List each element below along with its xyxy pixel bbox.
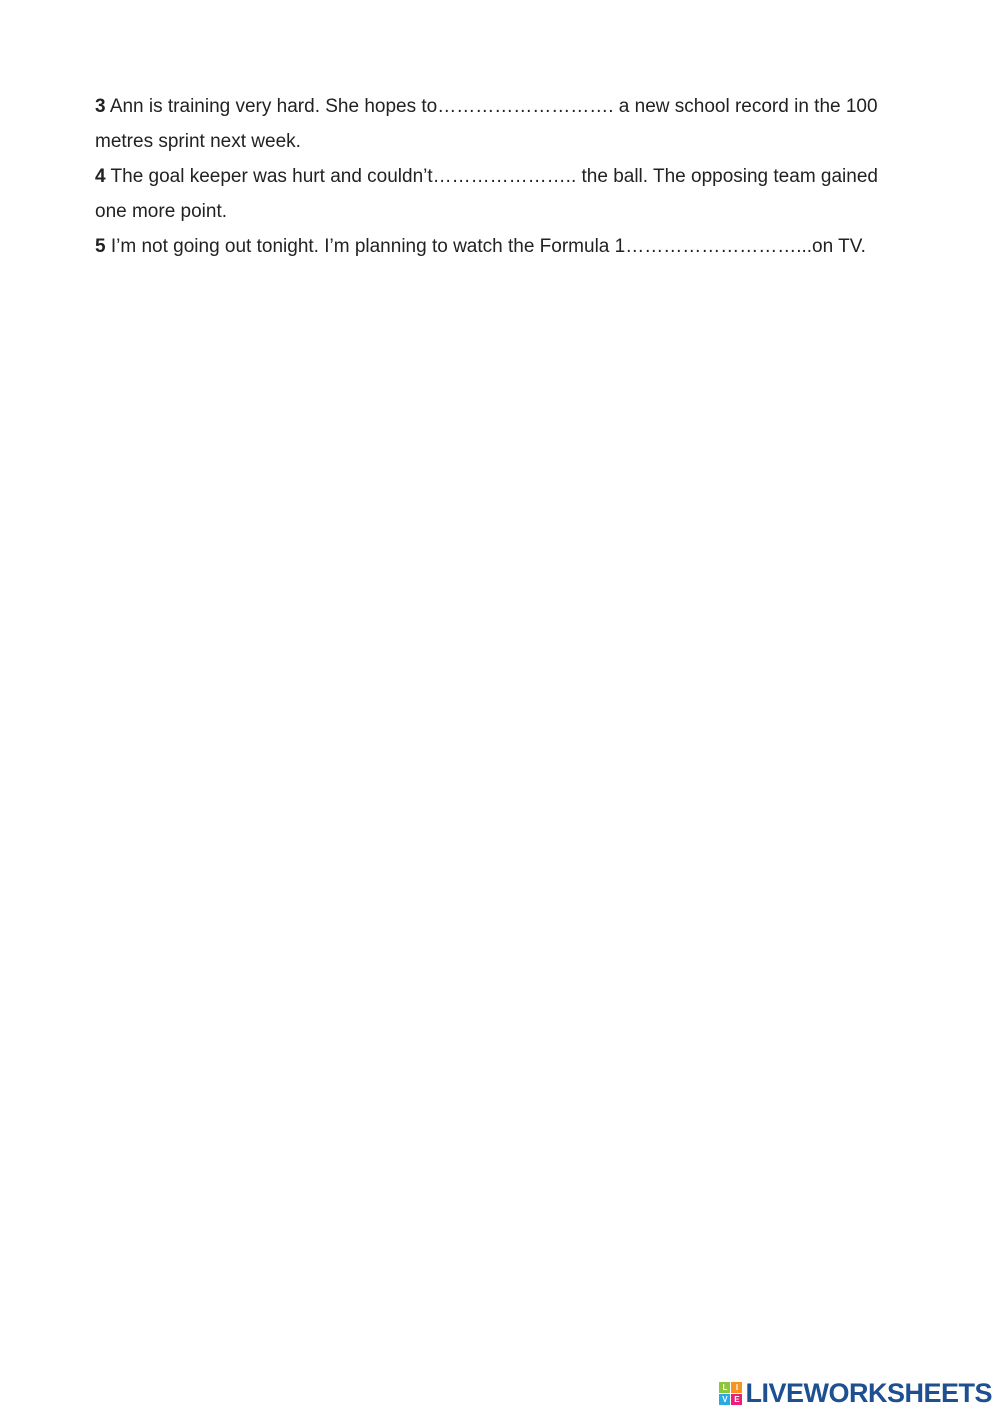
logo-tile: E — [731, 1394, 742, 1405]
exercise-item-3 — [95, 89, 895, 159]
logo-tile: V — [719, 1394, 730, 1405]
item-text: The goal keeper was hurt and couldn’t………………….. the ball. The opposing team gained one more point. — [95, 166, 878, 222]
liveworksheets-logo-icon — [719, 1382, 742, 1405]
item-number: 5 — [95, 236, 106, 257]
exercise-item-4 — [95, 159, 895, 229]
item-number: 3 — [95, 96, 106, 117]
item-text: I’m not going out tonight. I’m planning to watch the Formula 1………………………...on TV. — [110, 236, 866, 257]
logo-wordmark: LIVEWORKSHEETS — [745, 1377, 992, 1408]
item-text: Ann is training very hard. She hopes to………………………. a new school record in the 100 metres sprint next week. — [95, 96, 878, 152]
item-number: 4 — [95, 166, 106, 187]
liveworksheets-logo — [719, 1379, 992, 1407]
logo-tile: I — [731, 1382, 742, 1393]
exercise-list — [95, 89, 895, 264]
exercise-item-5 — [95, 229, 895, 264]
logo-tile: L — [719, 1382, 730, 1393]
